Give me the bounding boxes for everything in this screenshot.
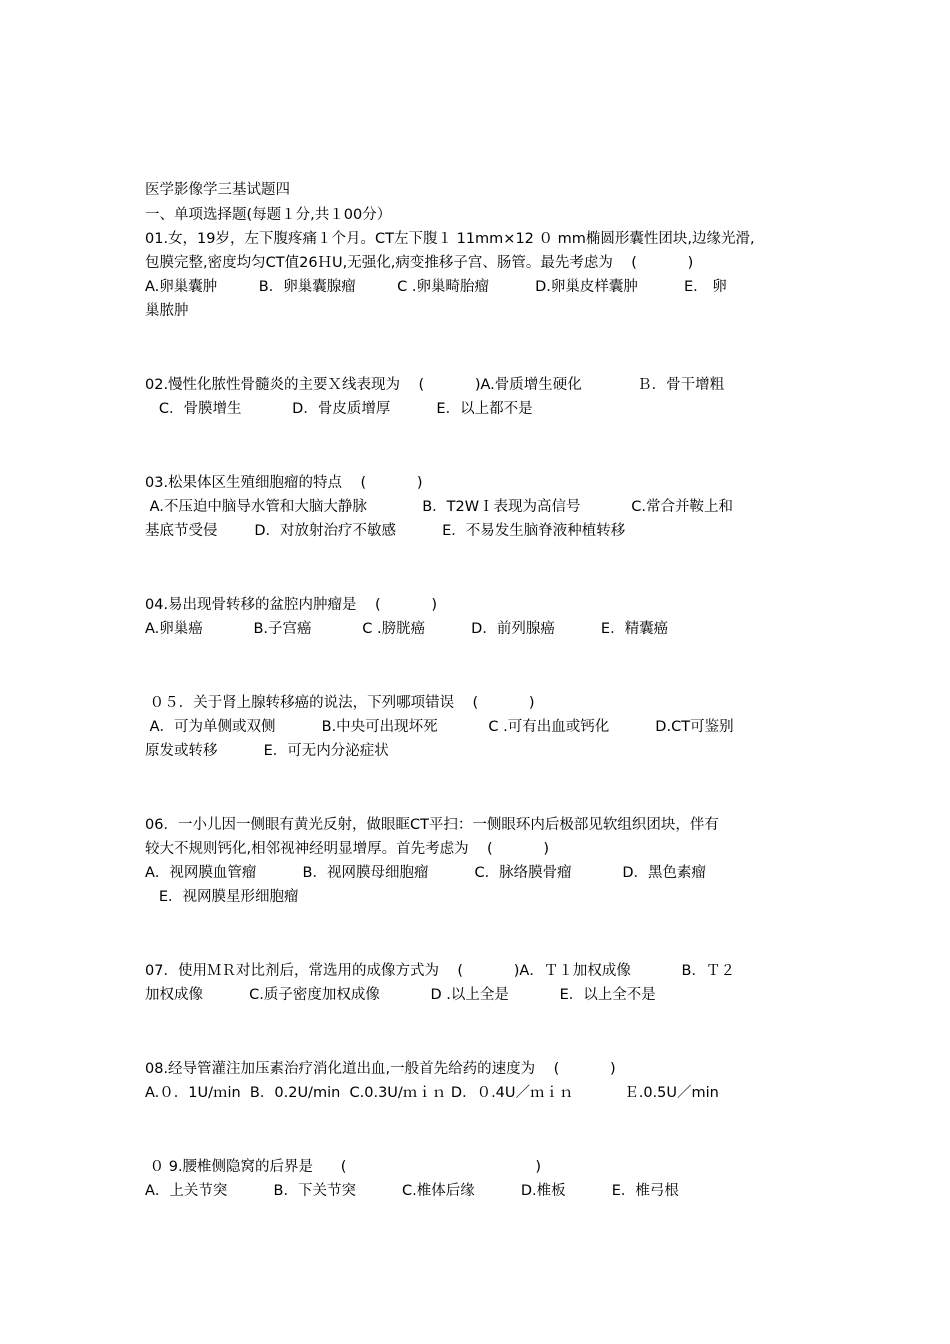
question-line: 04.易出现骨转移的盆腔内肿瘤是 ( ) — [145, 597, 438, 613]
question-04 — [145, 593, 813, 641]
question-line: 较大不规则钙化,相邻视神经明显增厚。首先考虑为 ( ) — [145, 841, 550, 857]
question-options: 巢脓肿 — [145, 303, 189, 319]
question-options: A.卵巢囊肿 B．卵巢囊腺瘤 C .卵巢畸胎瘤 D.卵巢皮样囊肿 E． 卵 — [145, 279, 727, 295]
question-line: 07．使用ＭＲ对比剂后，常选用的成像方式为 ( )A．Ｔ１加权成像 B．Ｔ２ — [145, 963, 735, 979]
question-03 — [145, 471, 813, 543]
question-line: ０ 9.腰椎侧隐窝的后界是 ( ) — [145, 1159, 541, 1175]
question-options: C．骨膜增生 D．骨皮质增厚 E．以上都不是 — [145, 401, 533, 417]
question-options: E．视网膜星形细胞瘤 — [145, 889, 299, 905]
section-heading: 一、单项选择题(每题１分,共１00分） — [145, 207, 392, 223]
question-options: A．视网膜血管瘤 B．视网膜母细胞瘤 C．脉络膜骨瘤 D．黑色素瘤 — [145, 865, 707, 881]
question-options: A．上关节突 B．下关节突 C.椎体后缘 D.椎板 E．椎弓根 — [145, 1183, 679, 1199]
question-line: 06．一小儿因一侧眼有黄光反射，做眼眶CT平扫：一侧眼环内后极部见软组织团块，伴有 — [145, 817, 719, 833]
question-options: 加权成像 C.质子密度加权成像 D .以上全是 E．以上全不是 — [145, 987, 656, 1003]
question-options: 原发或转移 E．可无内分泌症状 — [145, 743, 389, 759]
question-line: ０５．关于肾上腺转移癌的说法，下列哪项错误 ( ) — [145, 695, 535, 711]
question-09 — [145, 1155, 813, 1203]
question-options: A．可为单侧或双侧 B.中央可出现坏死 C .可有出血或钙化 D.CT可鉴别 — [145, 719, 734, 735]
question-line: 03.松果体区生殖细胞瘤的特点 ( ) — [145, 475, 423, 491]
question-line: 01.女，19岁，左下腹疼痛１个月。CT左下腹１ 11mm×12 ０ mm椭圆形囊性团块,边缘光滑, — [145, 231, 755, 247]
question-01 — [145, 227, 813, 323]
question-options: 基底节受侵 D．对放射治疗不敏感 E．不易发生脑脊液种植转移 — [145, 523, 626, 539]
question-06 — [145, 813, 813, 909]
document-title: 医学影像学三基试题四 — [145, 182, 290, 198]
question-line: 02.慢性化脓性骨髓炎的主要Ｘ线表现为 ( )A.骨质增生硬化 Ｂ．骨干增粗 — [145, 377, 725, 393]
question-options: A.０．1U/ｍin B．0.2U/min C.0.3U/ｍｉｎ D．０.4U／ｍｉｎ Ｅ.0.5U／min — [145, 1085, 719, 1101]
question-options: A.不压迫中脑导水管和大脑大静脉 B．T2WＩ表现为高信号 C.常合并鞍上和 — [145, 499, 733, 515]
document-page — [145, 178, 813, 1253]
question-05 — [145, 691, 813, 763]
question-08 — [145, 1057, 813, 1105]
question-07 — [145, 959, 813, 1007]
question-options: A.卵巢癌 B.子宫癌 C .膀胱癌 D．前列腺癌 E．精囊癌 — [145, 621, 669, 637]
question-line: 08.经导管灌注加压素治疗消化道出血,一般首先给药的速度为 ( ) — [145, 1061, 616, 1077]
question-line: 包膜完整,密度均匀CT值26ＨU,无强化,病变推移子宫、肠管。最先考虑为 ( ) — [145, 255, 694, 271]
question-02 — [145, 373, 813, 421]
